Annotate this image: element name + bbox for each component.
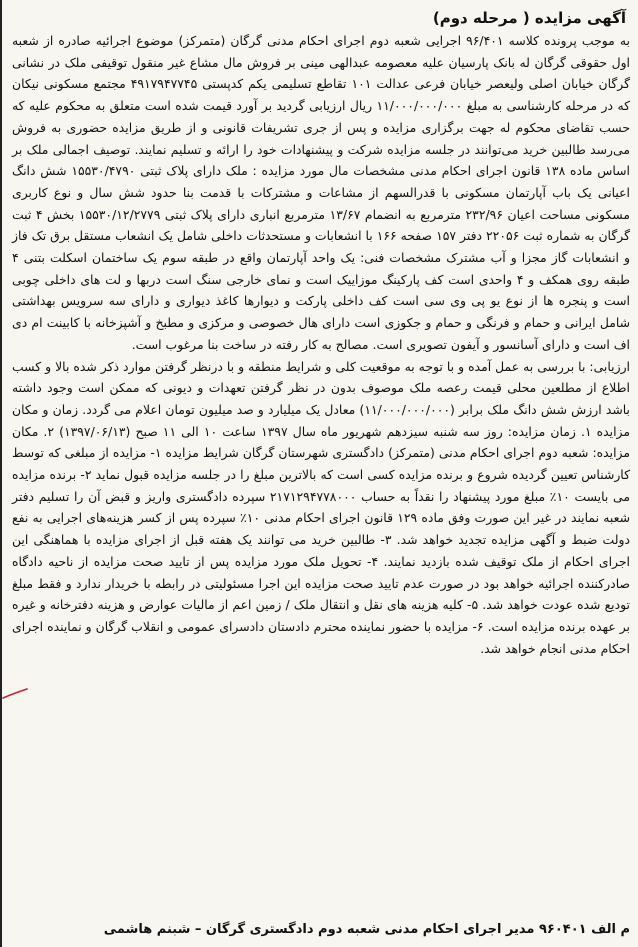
red-pen-mark-icon bbox=[2, 688, 28, 700]
notice-paragraph-terms: ارزیابی: با بررسی به عمل آمده و با توجه به موقعیت کلی و شرایط منطقه و با درنظر گرفتن موارد ذکر شده بالا و کسب اطلاع از مطلعین محلی قیمت رعصه ملک موصوف بدون در نظر گرفتن تعهدات و دیونی که ممکن است وجود داشته باشد ارزش شش دانگ ملک برابر (۱۱/۰۰۰/۰۰۰/۰۰۰) معادل یک میلیارد و صد میلیون تومان اعلام می گردد. زمان و مکان مزایده ۱. زمان مزایده: روز سه شنبه سیزدهم شهریور ماه سال ۱۳۹۷ ساعت ۱۰ الی ۱۱ صبح (۱۳۹۷/۰۶/۱۳) ۲. مکان مزایده: شعبه دوم اجرای احکام مدنی (متمرکز) دادگستری شهرستان گرگان شرایط مزایده ۱- مزایده از مبلغی که توسط کارشناس تعیین گردیده شروع و برنده مزایده کسی است که بالاترین مبلغ را در جلسه مزایده قبول نماید ۲- برنده مزایده می بایست ۱۰٪ مبلغ مورد پیشنهاد را نقداً به حساب ۲۱۷۱۲۹۴۷۷۸۰۰۰ سپرده دادگستری واریز و قبض آن را تسلیم دفتر شعبه نمایند در غیر این صورت وفق ماده ۱۲۹ قانون اجرای احکام مدنی ۱۰٪ سپرده پس از کسر هزینه‌های اجرایی به نفع دولت ضبط و آگهی مزایده تجدید خواهد شد. ۳- طالبین خرید می توانند یک هفته قبل از اجرای مزایده با هماهنگی این اجرای احکام از ملک توقیف شده بازدید نمایند. ۴- تحویل ملک مورد مزایده پس از تایید صحت مزایده از ناحیه دادگاه صادرکننده اجرائیه خواهد بود در صورت عدم تایید صحت مزایده این اجرا مسئولیتی در رابطه با خریدار ندارد و فقط مبلغ تودیع شده عودت خواهد شد. ۵- کلیه هزینه های نقل و انتقال ملک / زمین اعم از مالیات عوارض و هزینه دفترخانه و غیره بر عهده برنده مزایده است. ۶- مزایده با حضور نماینده محترم دادستان دادسرای عمومی و انقلاب گرگان و نماینده اجرای احکام مدنی انجام خواهد شد. bbox=[12, 358, 630, 656]
notice-title: آگهی مزایده ( مرحله دوم) bbox=[432, 9, 626, 27]
notice-signature: م الف ۹۶۰۴۰۱ مدیر اجرای احکام مدنی شعبه دوم دادگستری گرگان – شبنم هاشمی bbox=[103, 922, 630, 937]
notice-content bbox=[12, 6, 630, 941]
notice-body bbox=[12, 30, 630, 659]
notice-paragraph-description: به موجب پرونده کلاسه ۹۶/۴۰۱ اجرایی شعبه دوم اجرای احکام مدنی گرگان (متمرکز) موضوع اجرائیه صادره از شعبه اول حقوقی گرگان له بانک پارسیان علیه معصومه عبدالهی مینی بر فروش مال مشاع غیر منقول توقیفی ملک در نشانی گرگان خیابان اصلی ولیعصر خیابان فرعی عدالت ۱۰۱ تقاطع تسلیمی یکم کدپستی ۴۹۱۷۹۴۷۷۴۵ مجتمع مسکونی نیکان که در مرحله کارشناسی به مبلغ ۱۱/۰۰۰/۰۰۰/۰۰۰ ریال ارزیابی گردید بر آورد قیمت شده است متعلق به محکوم علیه که حسب تقاضای محکوم له جهت برگزاری مزایده و پس از جری تشریفات قانونی و از طریق مزایده حضوری به فروش می‌رسد طالبین خرید می‌توانند در جلسه مزایده شرکت و پیشنهادات خود را ارائه و تسلیم نمایند. توصیف اجمالی ملک بر اساس ماده ۱۳۸ قانون اجرای احکام مدنی مشخصات مال مورد مزایده : ملک دارای پلاک ثبتی ۱۵۵۳۰/۴۷۹۰ شش دانگ اعیانی یک باب آپارتمان مسکونی با قدرالسهم از مشاعات و مشترکات با قدمت بنا حدود شش سال و نوع کاربری مسکونی مساحت اعیان ۲۳۲/۹۶ مترمربع به انضمام ۱۳/۶۷ مترمربع انباری دارای پلاک ثبتی ۱۵۵۳۰/۱۲/۲۷۷۹ بخش ۴ ثبت گرگان به شماره ثبت ۲۲۰۵۶ دفتر ۱۵۷ صفحه ۱۶۶ با انشعابات و مستحدثات داخلی شامل یک انشعاب مستقل برق تک فاز و انشعابات گاز مجزا و آب مشترک مشخصات فنی: یک واحد آپارتمان واقع در طبقه سوم یک ساختمان اسکلت بتنی ۴ طبقه روی همکف و ۴ واحدی است کف پارکینگ موزاییک است و نمای خارجی سنگ است دربها و لت های داخلی چوبی است و پنجره ها از نوع یو پی وی سی است کف داخلی پارکت و دیوارها کاغذ دیواری و دارای سه سرویس بهداشتی شامل ایرانی و حمام و فرنگی و حمام و جکوزی است دارای هال خصوصی و مرکزی و مطبخ و آشپزخانه با کابینت ام دی اف است و دارای آسانسور و آیفون تصویری است. مصالح به کار رفته در ساخت بنا مرغوب است. bbox=[12, 33, 631, 352]
